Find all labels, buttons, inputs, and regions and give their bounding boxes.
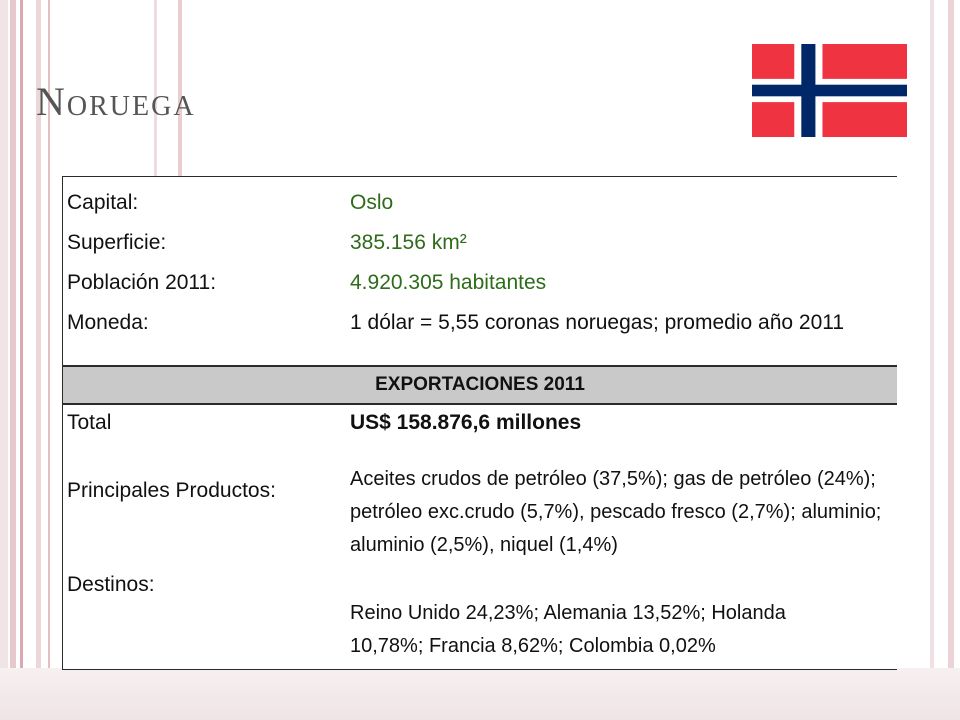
destinations-line: Reino Unido 24,23%; Alemania 13,52%; Holanda (350, 602, 786, 624)
products-line: Aceites crudos de petróleo (37,5%); gas de petróleo (24%); (350, 468, 876, 490)
total-label: Total (67, 411, 112, 434)
row-value: Oslo (350, 191, 394, 214)
row-label: Capital: (67, 191, 139, 214)
row-label: Moneda: (67, 311, 149, 334)
flag-blue-horizontal (752, 85, 907, 97)
products-list (350, 463, 890, 562)
decor-stripe (948, 0, 954, 720)
total-value: US$ 158.876,6 millones (350, 411, 582, 434)
products-label: Principales Productos: (67, 479, 276, 502)
decor-stripe (930, 0, 934, 720)
decor-stripe (20, 0, 23, 720)
row-label: Superficie: (67, 231, 167, 254)
row-value: 4.920.305 habitantes (350, 271, 547, 294)
exports-header: EXPORTACIONES 2011 (63, 365, 897, 405)
row-value: 1 dólar = 5,55 coronas noruegas; promedio año 2011 (350, 311, 845, 334)
decor-stripe (10, 0, 16, 720)
norway-flag-icon (752, 44, 907, 137)
footer-band (0, 668, 960, 720)
row-label: Población 2011: (67, 271, 217, 294)
destinations-list (350, 597, 890, 663)
slide-title: Noruega (36, 79, 196, 124)
decor-stripe (0, 0, 8, 720)
country-info-table (62, 176, 897, 670)
products-line: aluminio (2,5%), niquel (1,4%) (350, 534, 618, 556)
products-line: petróleo exc.crudo (5,7%), pescado fresco (2,7%); aluminio; (350, 501, 882, 523)
destinations-label: Destinos: (67, 573, 155, 596)
destinations-line: 10,78%; Francia 8,62%; Colombia 0,02% (350, 635, 716, 657)
row-value: 385.156 km² (350, 231, 467, 254)
